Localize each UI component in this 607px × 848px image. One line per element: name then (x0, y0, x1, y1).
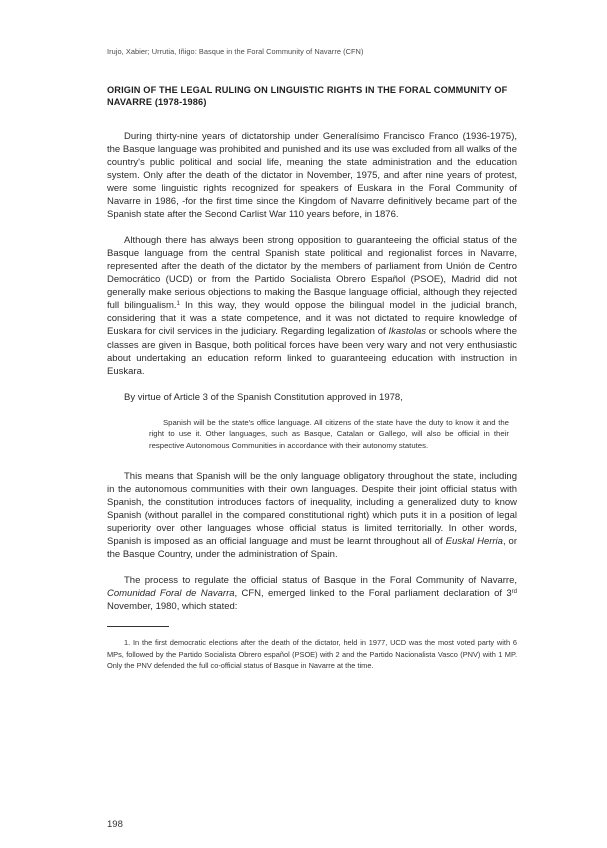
section-title: ORIGIN OF THE LEGAL RULING ON LINGUISTIC RIGHTS IN THE FORAL COMMUNITY OF NAVARRE (1978-1986) (107, 85, 508, 108)
paragraph-1: During thirty-nine years of dictatorship under Generalísimo Francisco Franco (1936-1975), the Basque language was prohibited and punished and its use was excluded from all walks of the country's public political and social life, meaning the state administration and the education system. Only after the death of the dictator in November, 1975, and after nine years of protest, were some linguistic rights recognized for speakers of Euskara in the Foral Community of Navarre in 1986, -for the first time since the Kingdom of Navarre definitively became part of the Spanish state after the Second Carlist War 110 years before, in 1876. (107, 130, 517, 221)
footnote-1: 1. In the first democratic elections after the death of the dictator, held in 1977, UCD was the most voted party with 6 MPs, followed by the Partido Socialista Obrero español (PSOE) with 2 and the Partido Nacionalista Vasco (PNV) with 1 MP. Only the PNV defended the full co-official status of Basque in Navarre at the time. (107, 638, 517, 670)
paragraph-2 (107, 234, 517, 378)
main-content (107, 84, 517, 671)
paragraph-5-text-a: The process to regulate the official status of Basque in the Foral Community of Navarre, (124, 575, 517, 587)
paragraph-2-text-a: Although there has always been strong opposition to guaranteeing the official status of the Basque language from the central Spanish state political and regionalist forces in Navarre, represented after the death of the dictator by the members of parliament from Unión de Centro Democrático (UCD) or from the Partido Socialista Obrero Español (PSOE), Madrid did not generally make serious objections to making the Basque language official, although they rejected full bilingualism. (107, 235, 517, 312)
footnote-ref-1[interactable]: 1 (176, 301, 180, 308)
paragraph-5 (107, 574, 517, 613)
paragraph-4 (107, 470, 517, 561)
constitution-quote: Spanish will be the state's office language. All citizens of the state have the duty to know it and the right to use it. Other languages, such as Basque, Catalan or Gallego, will also be official in their respective Autonomous Communities in accordance with their autonomy statutes. (149, 417, 509, 450)
paragraph-5-emphasis: Comunidad Foral de Navarra (107, 588, 235, 600)
paragraph-4-text-b: , or the Basque Country, under the administration of Spain. (107, 536, 517, 561)
paragraph-2-text-c: or schools where the classes are given in Basque, both political forces have been very wary and not very enthusiastic about undertaking an education reform linked to guaranteeing education with instruction in Euskara. (107, 326, 517, 377)
paragraph-4-text-a: This means that Spanish will be the only language obligatory throughout the state, including in the autonomous communities with their own languages. Despite their joint official status with Spanish, the constitution introduces factors of inequality, including a generalized duty to know Spanish (without parallel in the compared constitutional right) which puts it in a position of legal superiority over other languages whose official status is limited territorially. In other words, Spanish is imposed as an official language and must be learnt throughout all of (107, 470, 517, 548)
paragraph-4-emphasis: Euskal Herria (445, 536, 503, 548)
paragraph-2-text-b: In this way, they would oppose the bilingual model in the judicial branch, considering that it was a state competence, and it was not dictated to require knowledge of Euskara for civil services in the judiciary. Regarding legalization of (107, 300, 518, 338)
footnote-divider (107, 626, 169, 627)
paragraph-5-text-c: November, 1980, which stated: (107, 601, 238, 613)
paragraph-3: By virtue of Article 3 of the Spanish Constitution approved in 1978, (124, 391, 403, 403)
page-number: 198 (107, 819, 123, 830)
running-head: Irujo, Xabier; Urrutia, Iñigo: Basque in the Foral Community of Navarre (CFN) (107, 47, 364, 56)
paragraph-5-text-b: , CFN, emerged linked to the Foral parliament declaration of 3 (234, 588, 512, 600)
paragraph-2-emphasis: Ikastolas (388, 326, 426, 338)
paragraph-5-superscript: rd (511, 589, 517, 596)
